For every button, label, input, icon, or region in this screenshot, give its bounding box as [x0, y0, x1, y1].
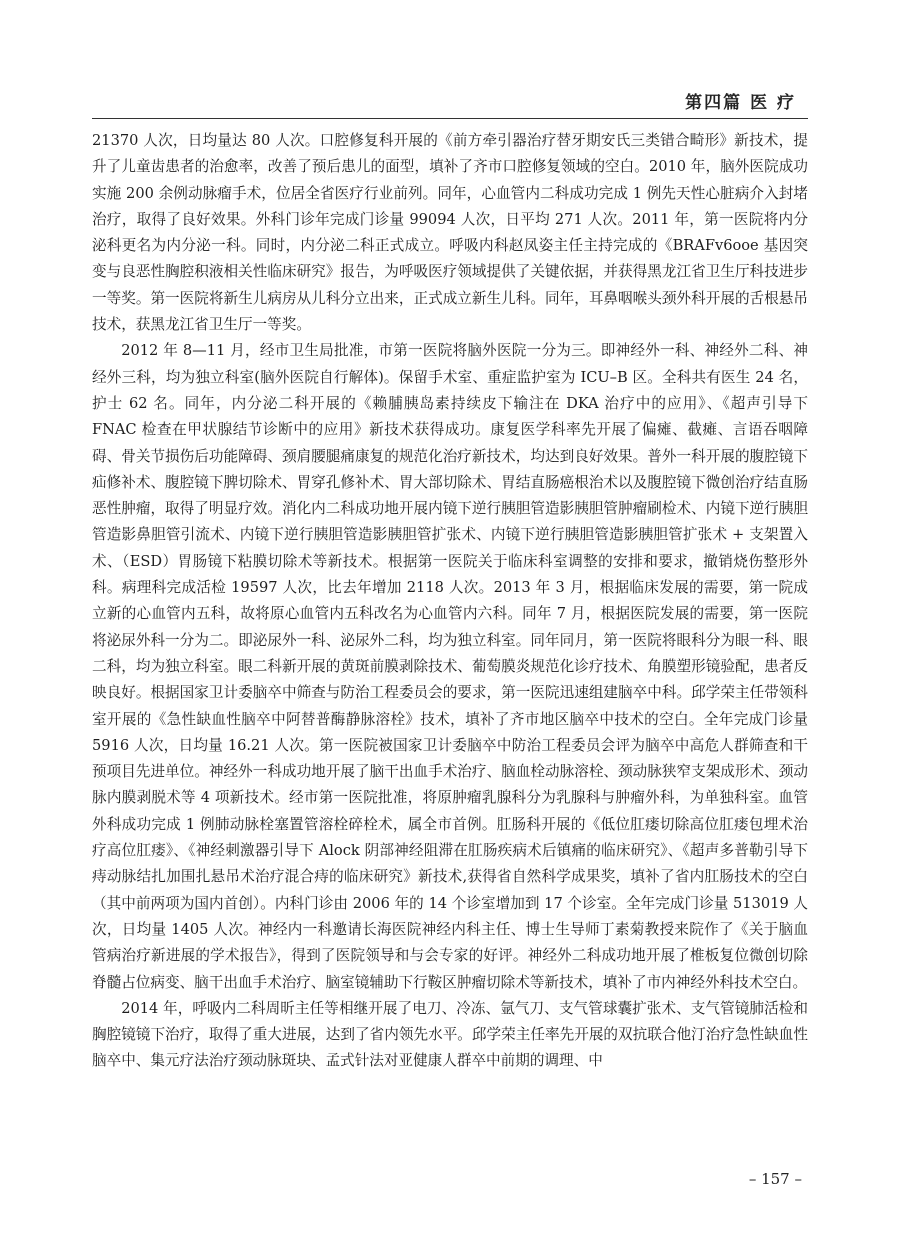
paragraph-2012: 2012 年 8—11 月，经市卫生局批准，市第一医院将脑外医院一分为三。即神经外一科、神经外二科、神经外三科，均为独立科室(脑外医院自行解体)。保留手术室、重症监护室为 ICU–B 区。全科共有医生 24 名，护士 62 名。同年，内分泌二科开展的《赖脯胰岛素持续皮下输注在 DKA 治疗中的应用》、《超声引导下 FNAC 检查在甲状腺结节诊断中的应用》新技术获得成功。康复医学科率先开展了偏瘫、截瘫、言语吞咽障碍、骨关节损伤后功能障碍、颈肩腰腿痛康复的规范化治疗新技术，均达到良好效果。普外一科开展的腹腔镜下疝修补术、腹腔镜下脾切除术、胃穿孔修补术、胃大部切除术、胃结直肠癌根治术以及腹腔镜下微创治疗结直肠恶性肿瘤，取得了明显疗效。消化内二科成功地开展内镜下逆行胰胆管造影胰胆管肿瘤刷检术、内镜下逆行胰胆管造影鼻胆管引流术、内镜下逆行胰胆管造影胰胆管扩张术、内镜下逆行胰胆管造影胰胆管扩张术 + 支架置入术、（ESD）胃肠镜下粘膜切除术等新技术。根据第一医院关于临床科室调整的安排和要求，撤销烧伤整形外科。病理科完成活检 19597 人次，比去年增加 2118 人次。2013 年 3 月，根据临床发展的需要，第一院成立新的心血管内五科，故将原心血管内五科改名为心血管内六科。同年 7 月，根据医院发展的需要，第一医院将泌尿外科一分为二。即泌尿外一科、泌尿外二科，均为独立科室。同年同月，第一医院将眼科分为眼一科、眼二科，均为独立科室。眼二科新开展的黄斑前膜剥除技术、葡萄膜炎规范化诊疗技术、角膜塑形镜验配，患者反映良好。根据国家卫计委脑卒中筛查与防治工程委员会的要求，第一医院迅速组建脑卒中科。邱学荣主任带领科室开展的《急性缺血性脑卒中阿替普酶静脉溶栓》技术，填补了齐市地区脑卒中技术的空白。全年完成门诊量 5916 人次，日均量 16.21 人次。第一医院被国家卫计委脑卒中防治工程委员会评为脑卒中高危人群筛查和干预项目先进单位。神经外一科成功地开展了脑干出血手术治疗、脑血栓动脉溶栓、颈动脉狭窄支架成形术、颈动脉内膜剥脱术等 4 项新技术。经市第一医院批准，将原肿瘤乳腺科分为乳腺科与肿瘤外科，为单独科室。血管外科成功完成 1 例肺动脉栓塞置管溶栓碎栓术，属全市首例。肛肠科开展的《低位肛瘘切除高位肛瘘包埋术治疗高位肛瘘》、《神经刺激器引导下 Alock 阴部神经阻滞在肛肠疾病术后镇痛的临床研究》、《超声多普勒引导下痔动脉结扎加围扎悬吊术治疗混合痔的临床研究》新技术,获得省自然科学成果奖，填补了省内肛肠技术的空白（其中前两项为国内首创）。内科门诊由 2006 年的 14 个诊室增加到 17 个诊室。全年完成门诊量 513019 人次，日均量 1405 人次。神经内一科邀请长海医院神经内科主任、博士生导师丁素菊教授来院作了《关于脑血管病治疗新进展的学术报告》，得到了医院领导和与会专家的好评。神经外二科成功地开展了椎板复位微创切除脊髓占位病变、脑干出血手术治疗、脑室镜辅助下行鞍区肿瘤切除术等新技术，填补了市内神经外科技术空白。: [92, 342, 808, 991]
body-text: [92, 128, 808, 1075]
header-rule: [92, 118, 808, 119]
page-number: – 157 –: [748, 1170, 802, 1188]
paragraph-2014: 2014 年，呼吸内二科周昕主任等相继开展了电刀、冷冻、氩气刀、支气管球囊扩张术、支气管镜肺活检和胸腔镜镜下治疗，取得了重大进展，达到了省内领先水平。邱学荣主任率先开展的双抗联合他汀治疗急性缺血性脑卒中、集元疗法治疗颈动脉斑块、孟式针法对亚健康人群卒中前期的调理、中: [92, 999, 808, 1070]
paragraph-continued: 21370 人次，日均量达 80 人次。口腔修复科开展的《前方牵引器治疗替牙期安氏三类错合畸形》新技术，提升了儿童齿患者的治愈率，改善了预后患儿的面型，填补了齐市口腔修复领域的空白。2010 年，脑外医院成功实施 200 余例动脉瘤手术，位居全省医疗行业前列。同年，心血管内二科成功完成 1 例先天性心脏病介入封堵治疗，取得了良好效果。外科门诊年完成门诊量 99094 人次，日平均 271 人次。2011 年，第一医院将内分泌科更名为内分泌一科。同时，内分泌二科正式成立。呼吸内科赵凤姿主任主持完成的《BRAFv6ooe 基因突变与良恶性胸腔积液相关性临床研究》报告，为呼吸医疗领域提供了关键依据，并获得黑龙江省卫生厅科技进步一等奖。第一医院将新生儿病房从儿科分立出来，正式成立新生儿科。同年，耳鼻咽喉头颈外科开展的舌根悬吊技术，获黑龙江省卫生厅一等奖。: [92, 132, 808, 334]
running-head: 第四篇 医 疗: [685, 93, 796, 113]
